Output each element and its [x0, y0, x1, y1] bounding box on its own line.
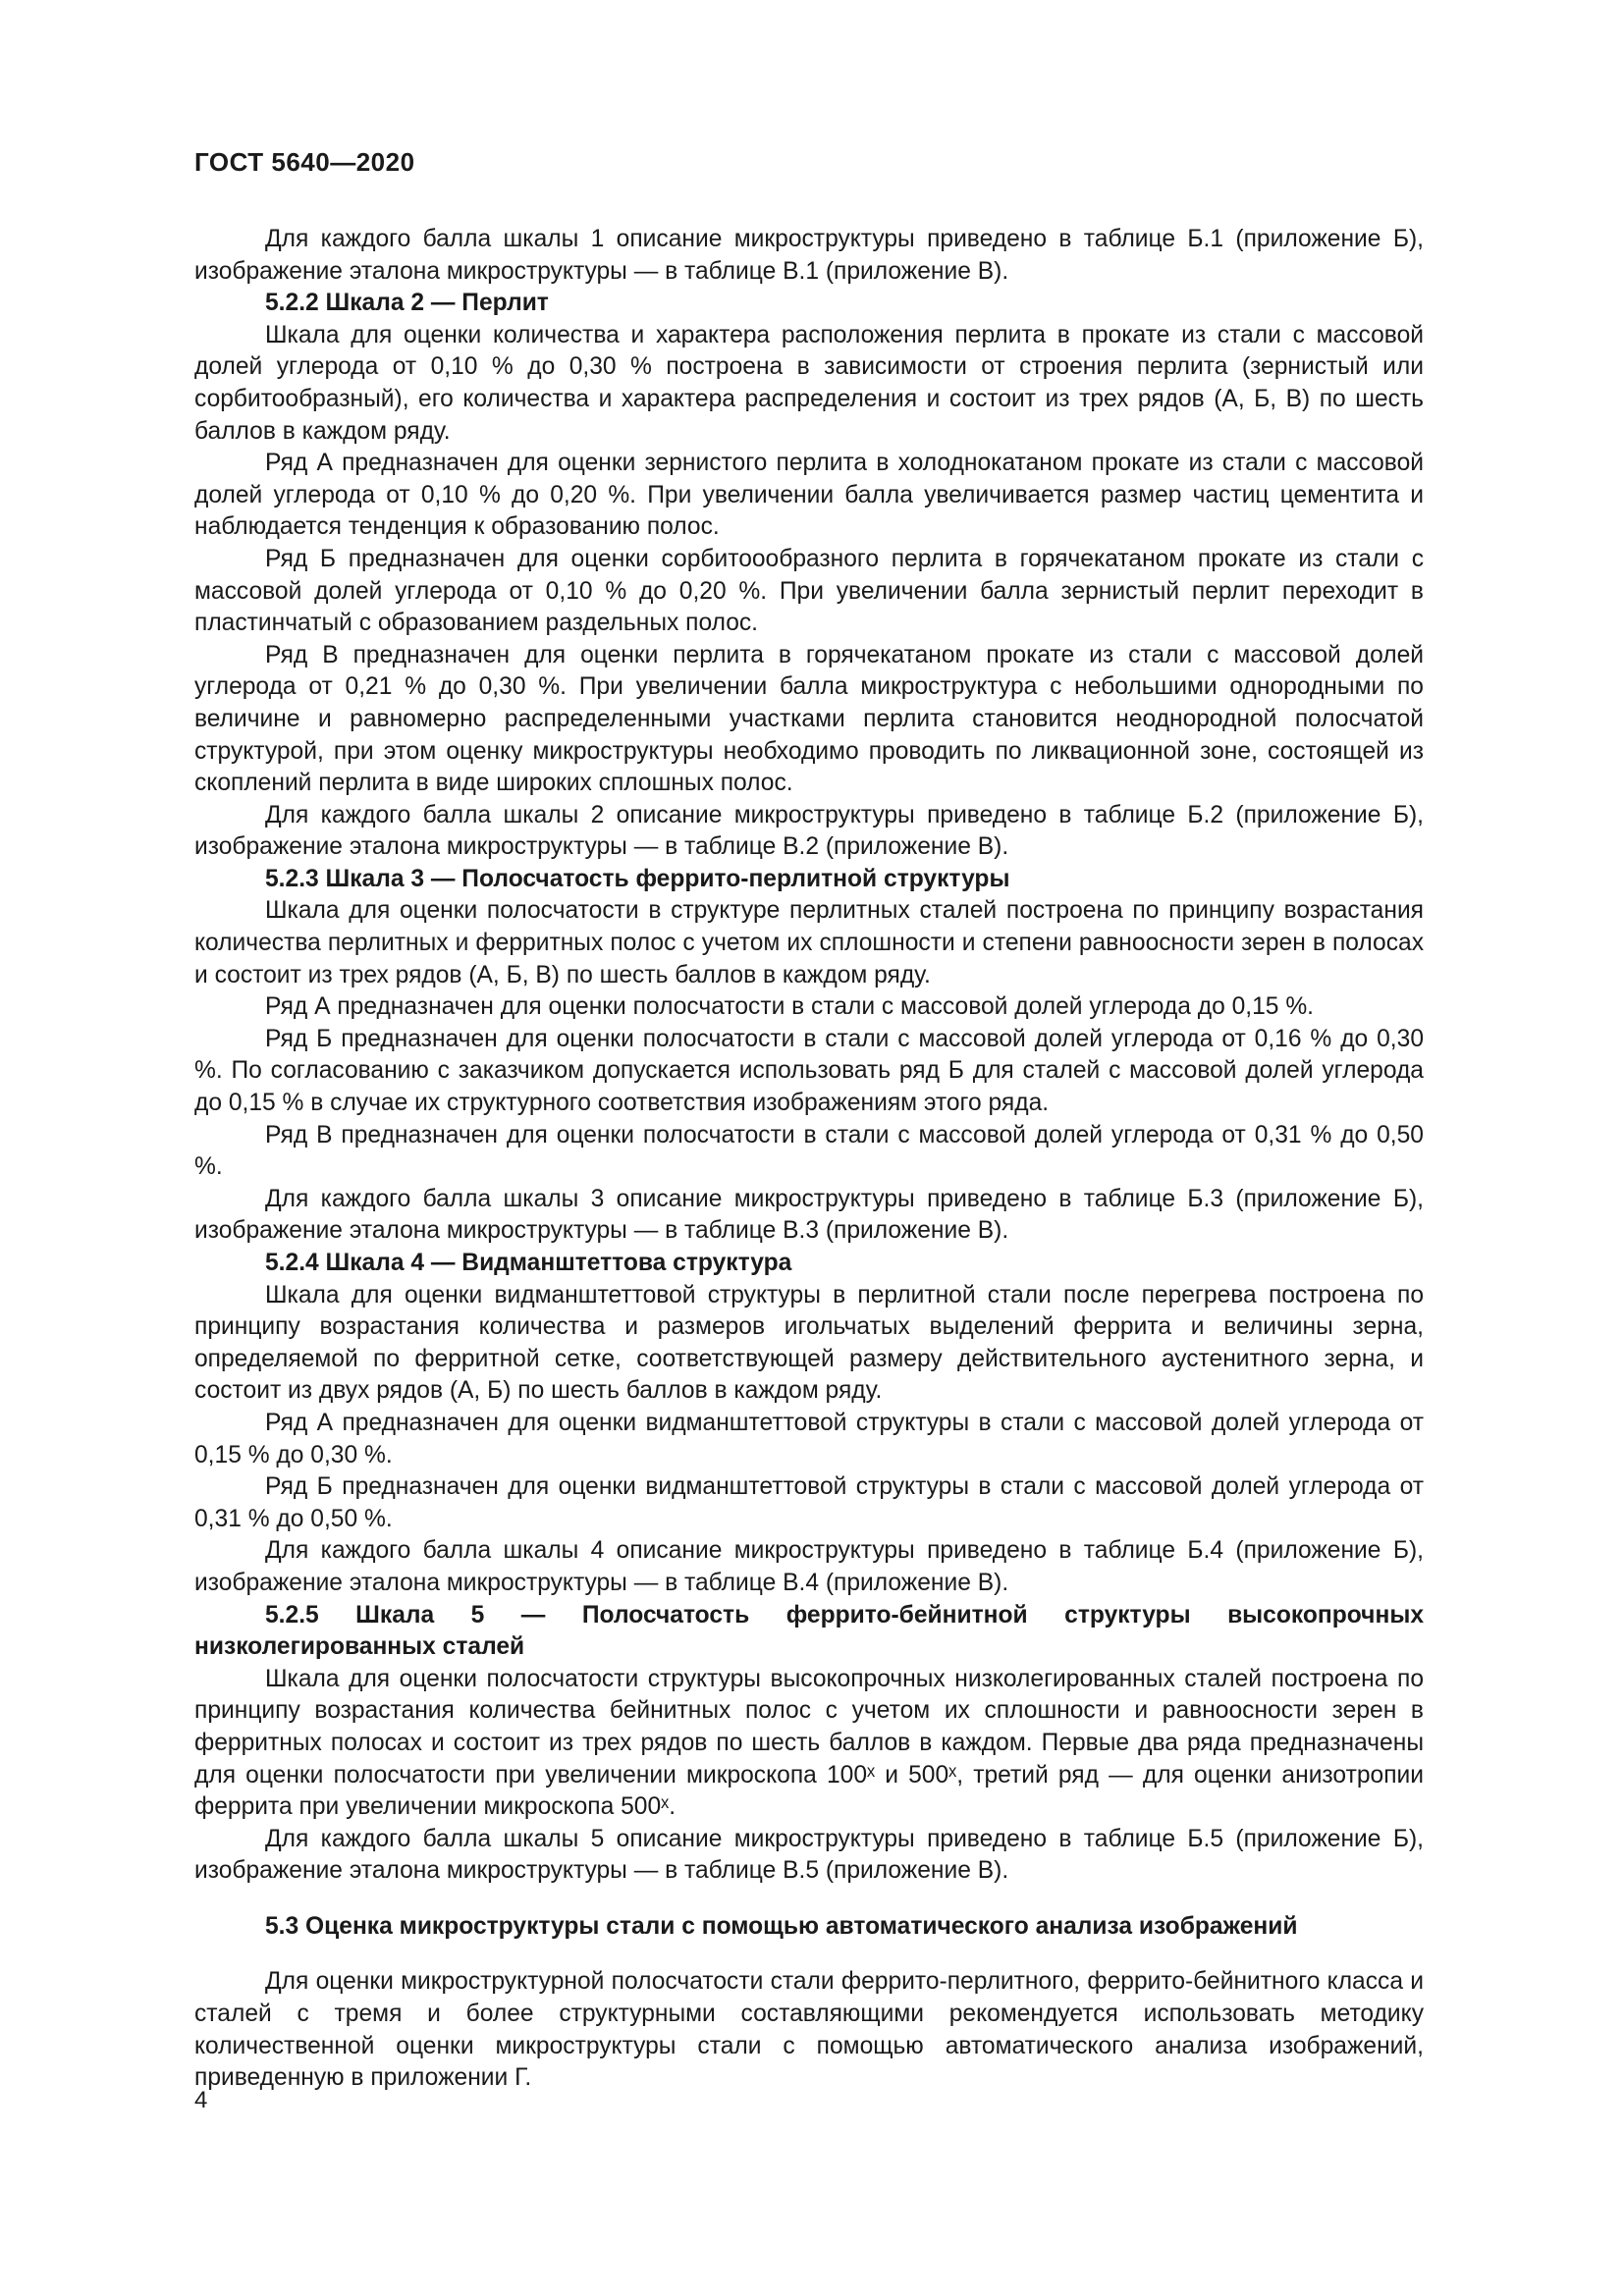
section-heading: 5.3 Оценка микроструктуры стали с помощью автоматического анализа изображений [265, 1912, 1298, 1940]
paragraph: Для каждого балла шкалы 1 описание микроструктуры приведено в таблице Б.1 (приложение Б), изображение эталона микроструктуры — в таблице В.1 (приложение В). [194, 226, 1424, 285]
document-body [194, 224, 1424, 2095]
paragraph: Ряд Б предназначен для оценки видманштеттовой структуры в стали с массовой долей углерода от 0,31 % до 0,50 %. [194, 1473, 1424, 1532]
paragraph: Шкала для оценки полосчатости структуры высокопрочных низколегированных сталей построена по принципу возрастания количества бейнитных полос с учетом их сплошности и равноосности зерен в ферритных полосах и состоит из трех рядов по шесть баллов в каждом. Первые два ряда предназначены для оценки полосчатости при увеличении микроскопа 100ˣ и 500ˣ, третий ряд — для оценки анизотропии феррита при увеличении микроскопа 500ˣ. [194, 1665, 1424, 1821]
paragraph: Ряд А предназначен для оценки видманштеттовой структуры в стали с массовой долей углерода от 0,15 % до 0,30 %. [194, 1409, 1424, 1468]
paragraph: Шкала для оценки видманштеттовой структуры в перлитной стали после перегрева построена по принципу возрастания количества и размеров игольчатых выделений феррита и величины зерна, определяемой по ферритной сетке, соответствующей размеру действительного аустенитного зерна, и состоит из двух рядов (А, Б) по шесть баллов в каждом ряду. [194, 1281, 1424, 1405]
paragraph: Ряд В предназначен для оценки полосчатости в стали с массовой долей углерода от 0,31 % до 0,50 %. [194, 1121, 1424, 1181]
paragraph: Ряд Б предназначен для оценки сорбитоообразного перлита в горячекатаном прокате из стали с массовой долей углерода от 0,10 % до 0,20 %. При увеличении балла зернистый перлит переходит в пластинчатый с образованием раздельных полос. [194, 545, 1424, 637]
paragraph: Ряд В предназначен для оценки перлита в горячекатаном прокате из стали с массовой долей углерода от 0,21 % до 0,30 %. При увеличении балла микроструктура с небольшими однородными по величине и равномерно распределенными участками перлита становится неоднородной полосчатой структурой, при этом оценку микроструктуры необходимо проводить по ликвационной зоне, состоящей из скоплений перлита в виде широких сплошных полос. [194, 641, 1424, 797]
document-header: ГОСТ 5640—2020 [194, 147, 415, 177]
subsection-heading: 5.2.5 Шкала 5 — Полосчатость феррито-бейнитной структуры высокопрочных низколегированных сталей [194, 1601, 1424, 1661]
subsection-heading: 5.2.2 Шкала 2 — Перлит [265, 290, 549, 317]
subsection-heading: 5.2.4 Шкала 4 — Видманштеттова структура [265, 1250, 792, 1276]
paragraph: Шкала для оценки количества и характера расположения перлита в прокате из стали с массовой долей углерода от 0,10 % до 0,30 % построена в зависимости от строения перлита (зернистый или сорбитообразный), его количества и характера распределения и состоит из трех рядов (А, Б, В) по шесть баллов в каждом ряду. [194, 321, 1424, 445]
paragraph: Ряд А предназначен для оценки зернистого перлита в холоднокатаном прокате из стали с массовой долей углерода от 0,10 % до 0,20 %. При увеличении балла увеличивается размер частиц цементита и наблюдается тенденция к образованию полос. [194, 450, 1424, 541]
paragraph: Для оценки микроструктурной полосчатости стали феррито-перлитного, феррито-бейнитного класса и сталей с тремя и более структурными составляющими рекомендуется использовать методику количественной оценки микроструктуры стали с помощью автоматического анализа изображений, приведенную в приложении Г. [194, 1968, 1424, 2092]
paragraph: Для каждого балла шкалы 4 описание микроструктуры приведено в таблице Б.4 (приложение Б), изображение эталона микроструктуры — в таблице В.4 (приложение В). [194, 1537, 1424, 1596]
paragraph: Ряд А предназначен для оценки полосчатости в стали с массовой долей углерода до 0,15 %. [265, 993, 1315, 1021]
paragraph: Шкала для оценки полосчатости в структуре перлитных сталей построена по принципу возрастания количества перлитных и ферритных полос с учетом их сплошности и степени равноосности зерен в полосах и состоит из трех рядов (А, Б, В) по шесть баллов в каждом ряду. [194, 897, 1424, 988]
subsection-heading: 5.2.3 Шкала 3 — Полосчатость феррито-перлитной структуры [265, 865, 1010, 892]
paragraph: Для каждого балла шкалы 2 описание микроструктуры приведено в таблице Б.2 (приложение Б), изображение эталона микроструктуры — в таблице В.2 (приложение В). [194, 801, 1424, 861]
paragraph: Для каждого балла шкалы 3 описание микроструктуры приведено в таблице Б.3 (приложение Б), изображение эталона микроструктуры — в таблице В.3 (приложение В). [194, 1185, 1424, 1245]
paragraph: Для каждого балла шкалы 5 описание микроструктуры приведено в таблице Б.5 (приложение Б), изображение эталона микроструктуры — в таблице В.5 (приложение В). [194, 1825, 1424, 1885]
page-number: 4 [194, 2087, 208, 2113]
paragraph: Ряд Б предназначен для оценки полосчатости в стали с массовой долей углерода от 0,16 % до 0,30 %. По согласованию с заказчиком допускается использовать ряд Б для сталей с массовой долей углерода до 0,15 % в случае их структурного соответствия изображениям этого ряда. [194, 1025, 1424, 1117]
